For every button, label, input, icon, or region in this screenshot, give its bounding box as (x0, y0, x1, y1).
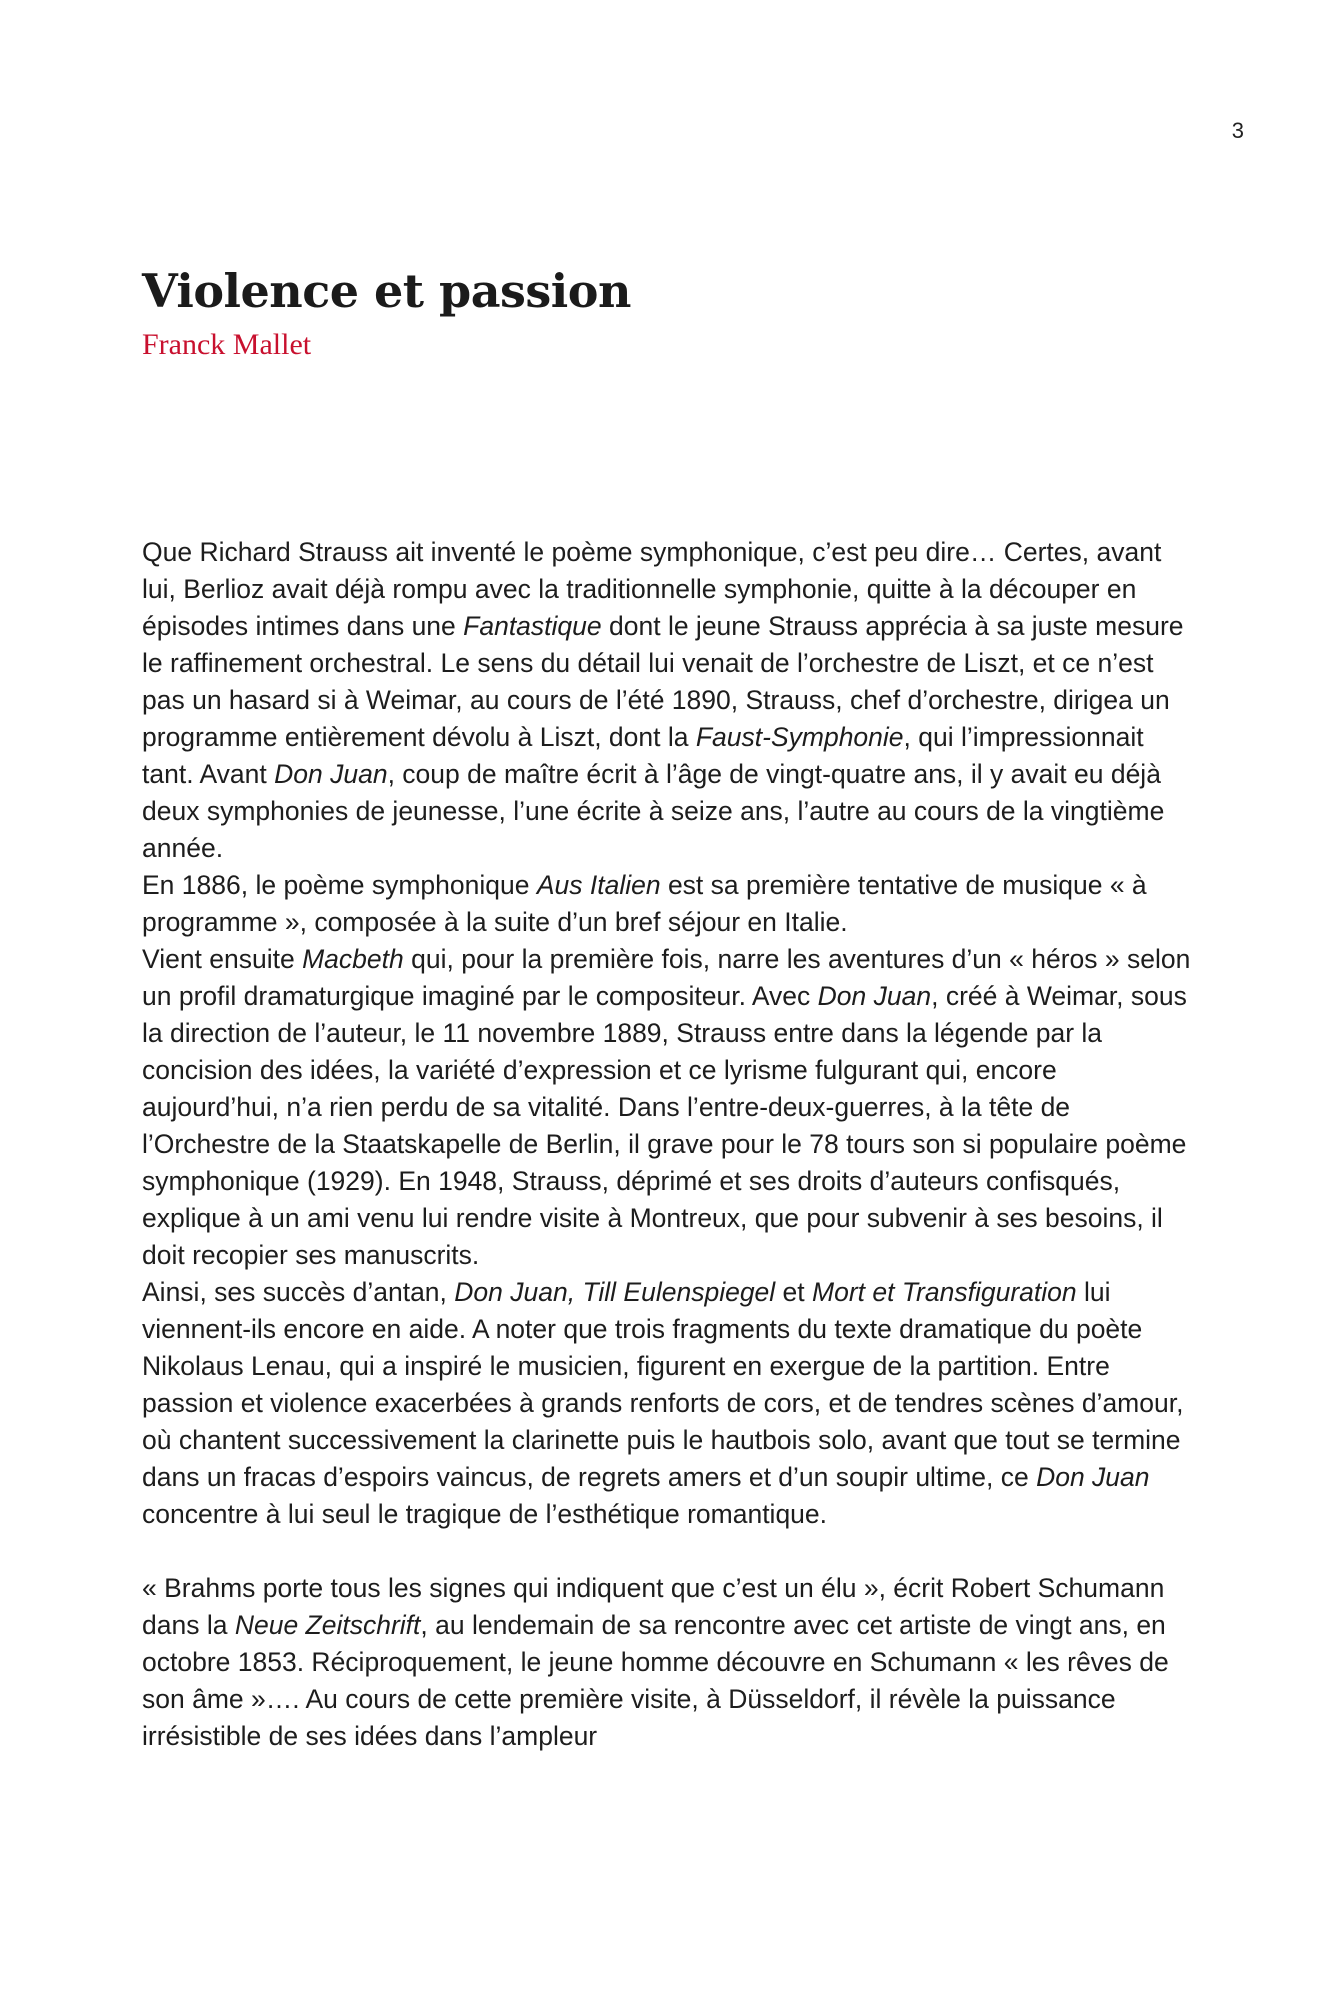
paragraph-text: dont le jeune Strauss apprécia à sa juste mesure le raffinement orchestral. Le sens du détail lui venait de l’orchestre de Liszt, et ce n’est pas un hasard si à Weimar, au cours de l’été 1890, Strauss, chef d’orchestre, dirigea un programme entièrement dévolu à Liszt, dont la (142, 611, 1184, 752)
paragraph-text: En 1886, le poème symphonique (142, 870, 537, 900)
italic-title-text: Don Juan (1036, 1462, 1150, 1492)
italic-title-text: Aus Italien (536, 870, 661, 900)
paragraph-text: concentre à lui seul le tragique de l’esthétique romantique. (142, 1499, 828, 1529)
paragraph-text: , créé à Weimar, sous la direction de l’auteur, le 11 novembre 1889, Strauss entre dans la légende par la concision des idées, la variété d’expression et ce lyrisme fulgurant qui, encore aujourd’hui, n’a rien perdu de sa vitalité. Dans l’entre-deux-guerres, à la tête de l’Orchestre de la Staatskapelle de Berlin, il grave pour le 78 tours son si populaire poème symphonique (1929). En 1948, Strauss, déprimé et ses droits d’auteurs confisqués, explique à un ami venu lui rendre visite à Montreux, que pour subvenir à ses besoins, il doit recopier ses manuscrits. (142, 981, 1187, 1270)
italic-title-text: Fantastique (463, 611, 602, 641)
italic-title-text: Mort et Transfiguration (812, 1277, 1077, 1307)
paragraph-text: , qui l’impressionnait tant. Avant (142, 722, 1144, 789)
italic-title-text: Macbeth (302, 944, 404, 974)
paragraph-text: qui, pour la première fois, narre les aventures d’un « héros » selon un profil dramaturgique imaginé par le compositeur. Avec (142, 944, 1191, 1011)
italic-title-text: Faust-Symphonie (695, 722, 904, 752)
italic-title-text: Don Juan (817, 981, 932, 1011)
body-paragraph (142, 1570, 1194, 1755)
page-number: 3 (1231, 118, 1244, 143)
paragraph-text: Que Richard Strauss ait inventé le poème symphonique, c’est peu dire… Certes, avant lui, Berlioz avait déjà rompu avec la traditionnelle symphonie, quitte à la découper en épisodes intimes dans une (142, 537, 1162, 641)
italic-title-text: Neue Zeitschrift (234, 1610, 421, 1640)
article-body (142, 534, 1194, 1755)
italic-title-text: Don Juan, Till Eulenspiegel (454, 1277, 776, 1307)
body-paragraph (142, 534, 1194, 1533)
paragraph-text: lui viennent-ils encore en aide. A noter que trois fragments du texte dramatique du poète Nikolaus Lenau, qui a inspiré le musicien, figurent en exergue de la partition. Entre passion et violence exacerbées à grands renforts de cors, et de tendres scènes d’amour, où chantent successivement la clarinette puis le hautbois solo, avant que tout se termine dans un fracas d’espoirs vaincus, de regrets amers et d’un soupir ultime, ce (142, 1277, 1184, 1492)
article-title: Violence et passion (142, 264, 631, 318)
paragraph-text: « Brahms porte tous les signes qui indiquent que c’est un élu », écrit Robert Schumann dans la (142, 1573, 1165, 1640)
paragraph-text: Ainsi, ses succès d’antan, (142, 1277, 455, 1307)
paragraph-text: Vient ensuite (142, 944, 303, 974)
article-header (142, 262, 1192, 364)
paragraph-text: et (775, 1277, 813, 1307)
paragraph-text: est sa première tentative de musique « à programme », composée à la suite d’un bref séjour en Italie. (142, 870, 1147, 937)
paragraph-text: , au lendemain de sa rencontre avec cet artiste de vingt ans, en octobre 1853. Réciproquement, le jeune homme découvre en Schumann « les rêves de son âme »…. Au cours de cette première visite, à Düsseldorf, il révèle la puissance irrésistible de ses idées dans l’ampleur (142, 1610, 1169, 1751)
italic-title-text: Don Juan (274, 759, 388, 789)
paragraph-text: , coup de maître écrit à l’âge de vingt-quatre ans, il y avait eu déjà deux symphonies de jeunesse, l’une écrite à seize ans, l’autre au cours de la vingtième année. (142, 759, 1165, 863)
article-author: Franck Mallet (142, 328, 312, 361)
